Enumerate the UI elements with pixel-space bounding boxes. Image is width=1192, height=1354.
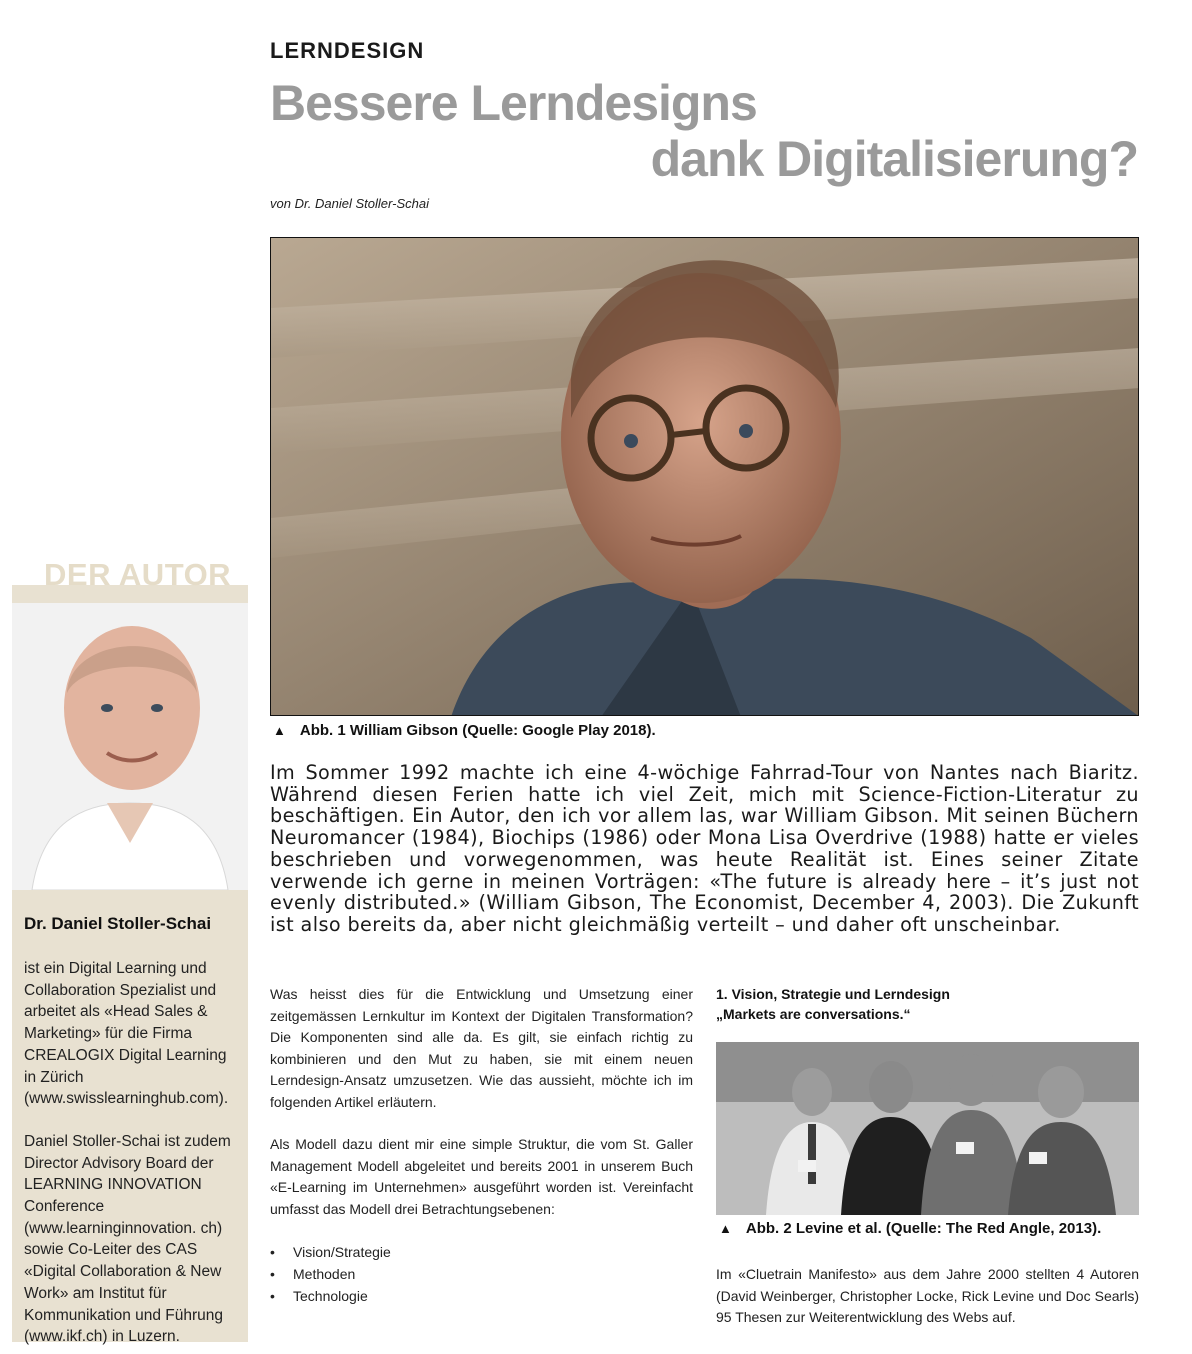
body-paragraph: Als Modell dazu dient mir eine simple Struktur, die vom St. Galler Management Modell abgeleitet und bereits 2001 in unserem Buch «E-Learning im Unternehmen» ausgeführt worden ist. Vereinfacht umfasst das Modell drei Betrachtungsebenen:	[270, 1136, 693, 1217]
body-paragraph: Was heisst dies für die Entwicklung und Umsetzung einer zeitgemässen Lernkultur im Kontext der Digitalen Transformation? Die Komponenten sind alle da. Es gilt, sie einfach richtig zu kombinieren und den Mut zu haben, sie mit einem neuen Lerndesign-Ansatz umzusetzen. Wie das aussieht, möchte ich im folgenden Artikel erläutern.	[270, 986, 693, 1110]
body-paragraph: Im «Cluetrain Manifesto» aus dem Jahre 2000 stellten 4 Autoren (David Weinberger, Christopher Locke, Rick Levine und Doc Searls) 95 Thesen zur Weiterentwicklung des Webs auf.	[716, 1266, 1139, 1325]
lead-paragraph: Im Sommer 1992 machte ich eine 4-wöchige Fahrrad-Tour von Nantes nach Biaritz. Während diesen Ferien hatte ich viel Zeit, mich mit Science-Fiction-Literatur zu beschäftigen. Ein Autor, den ich vor allem las, war William Gibson. Mit seinen Büchern Neuromancer (1984), Biochips (1986) oder Mona Lisa Overdrive (1988) hatte er vieles beschrieben und vorwegenommen, was heute Realität ist. Eines seiner Zitate verwende ich gerne in meinen Vorträgen: «The future is already here – it’s just not evenly distributed.» (William Gibson, The Economist, December 4, 2003). Die Zukunft ist also bereits da, aber nicht gleichmäßig verteilt – und daher oft unscheinbar.	[270, 761, 1139, 936]
group-photo-illustration	[716, 1042, 1139, 1215]
author-name: Dr. Daniel Stoller-Schai	[24, 914, 212, 933]
article-title-line-1: Bessere Lerndesigns	[270, 75, 757, 131]
figure-1-caption	[273, 722, 656, 739]
author-heading: DER AUTOR	[44, 557, 232, 592]
body-column-left	[270, 984, 693, 1307]
subsection-heading-line-1: 1. Vision, Strategie und Lerndesign	[716, 986, 950, 1002]
caret-up-icon: ▲	[719, 1221, 732, 1236]
figure-2-photo	[716, 1042, 1139, 1215]
author-portrait-illustration	[12, 603, 248, 890]
author-bio-paragraph: ist ein Digital Learning und Collaboration Spezialist und arbeitet als «Head Sales & Marketing» für die Firma CREALOGIX Digital Learning in Zürich (www.swisslearninghub.com).	[24, 960, 229, 1108]
figure-1-caption-text: Abb. 1 William Gibson (Quelle: Google Play 2018).	[299, 722, 656, 739]
figure-2-caption-text: Abb. 2 Levine et al. (Quelle: The Red Angle, 2013).	[745, 1220, 1102, 1237]
section-label: LERNDESIGN	[270, 38, 425, 63]
figure-2-caption	[719, 1220, 1101, 1237]
author-photo	[12, 603, 248, 890]
list-item: • Methoden	[270, 1263, 693, 1285]
caret-up-icon: ▲	[273, 723, 286, 738]
author-bio	[24, 958, 238, 1354]
model-levels-list	[270, 1241, 693, 1307]
article-title-line-2: dank Digitalisierung?	[650, 131, 1138, 187]
byline: von Dr. Daniel Stoller-Schai	[270, 196, 429, 211]
list-item: • Vision/Strategie	[270, 1241, 693, 1263]
body-column-right	[716, 1264, 1139, 1350]
author-bio-paragraph: Daniel Stoller-Schai ist zudem Director Advisory Board der LEARNING INNOVATION Conference (www.learninginnovation. ch) sowie Co-Leiter des CAS «Digital Collaboration & New Work» am Institut für Kommunikation und Führung (www.ikf.ch) in Luzern.	[24, 1132, 231, 1346]
portrait-illustration	[271, 238, 1139, 716]
list-item: • Technologie	[270, 1285, 693, 1307]
subsection-heading	[716, 984, 950, 1024]
figure-1-photo	[270, 237, 1139, 716]
subsection-heading-line-2: „Markets are conversations.“	[716, 1006, 911, 1022]
